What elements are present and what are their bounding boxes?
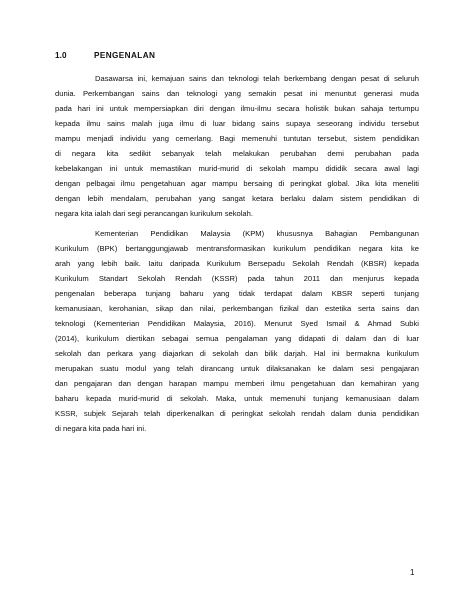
paragraph-2-line-10: merupakan suatu modul yang telah dirancang untuk dilaksanakan ke dalam sesi pengajaran — [55, 364, 419, 373]
paragraph-1-line-3: pada hari ini untuk mempersiapkan diri dengan ilmu-ilmu secara holistik bukan sahaja tertumpu — [55, 104, 419, 113]
paragraph-1-line-4: kepada ilmu sains malah juga ilmu di luar bidang sains supaya seseorang individu tersebut — [55, 119, 419, 128]
section-title: PENGENALAN — [94, 51, 156, 60]
paragraph-2-line-8: (2014), kurikulum diertikan sebagai semua pengalaman yang didapati di dalam dan di luar — [55, 334, 419, 343]
paragraph-1-line-6: di negara kita sedikit sebanyak telah melakukan perubahan demi perubahan pada — [55, 149, 419, 158]
paragraph-2-line-1: Kementerian Pendidikan Malaysia (KPM) khususnya Bahagian Pembangunan — [95, 229, 419, 238]
paragraph-2-line-7: teknologi (Kementerian Pendidikan Malaysia, 2016). Menurut Syed Ismail & Ahmad Subki — [55, 319, 419, 328]
page-number: 1 — [410, 568, 415, 577]
paragraph-2-line-6: kemanusiaan, kerohanian, sikap dan nilai, perkembangan fizikal dan estetika serta sains dan — [55, 304, 419, 313]
paragraph-2-line-13: KSSR, subjek Sejarah telah diperkenalkan di peringkat sekolah rendah dalam dunia pendidikan — [55, 409, 419, 418]
paragraph-1-line-1: Dasawarsa ini, kemajuan sains dan teknologi telah berkembang dengan pesat di seluruh — [95, 74, 419, 83]
paragraph-1-line-2: dunia. Perkembangan sains dan teknologi yang semakin pesat ini menuntut generasi muda — [55, 89, 419, 98]
paragraph-2-line-14: di negara kita pada hari ini. — [55, 424, 147, 433]
section-heading — [55, 51, 155, 60]
paragraph-2-line-11: dan pengajaran dan dengan harapan mampu memberi ilmu pengetahuan dan kemahiran yang — [55, 379, 419, 388]
paragraph-2-line-4: Kurikulum Standart Sekolah Rendah (KSSR) pada tahun 2011 dan menjurus kepada — [55, 274, 419, 283]
paragraph-1-line-5: mampu menjadi individu yang cemerlang. Bagi memenuhi tuntutan tersebut, sistem pendidikan — [55, 134, 419, 143]
paragraph-1-line-10: negara kita ialah dari segi perancangan kurikulum sekolah. — [55, 209, 253, 218]
paragraph-2-line-12: baharu kepada murid-murid di sekolah. Maka, untuk memenuhi tunjang kemanusiaan dalam — [55, 394, 419, 403]
paragraph-2-line-3: arah yang lebih baik. Iaitu daripada Kurikulum Bersepadu Sekolah Rendah (KBSR) kepada — [55, 259, 419, 268]
paragraph-2-line-2: Kurikulum (BPK) bertanggungjawab mentransformasikan kurikulum pendidikan negara kita ke — [55, 244, 419, 253]
paragraph-2-line-5: pengenalan beberapa tunjang baharu yang tidak terdapat dalam KBSR seperti tunjang — [55, 289, 419, 298]
section-number: 1.0 — [55, 51, 67, 60]
paragraph-1-line-8: dengan pelbagai ilmu pengetahuan agar mampu bersaing di peringkat global. Jika kita meneliti — [55, 179, 419, 188]
paragraph-1-line-9: dengan lebih mendalam, perubahan yang sangat ketara berlaku dalam sistem pendidikan di — [55, 194, 419, 203]
paragraph-1-line-7: kebelakangan ini untuk memastikan murid-murid di sekolah mampu dididik secara awal lagi — [55, 164, 419, 173]
paragraph-2-line-9: sekolah dan perkara yang diajarkan di sekolah dan bilik darjah. Hal ini bermakna kurikulum — [55, 349, 419, 358]
